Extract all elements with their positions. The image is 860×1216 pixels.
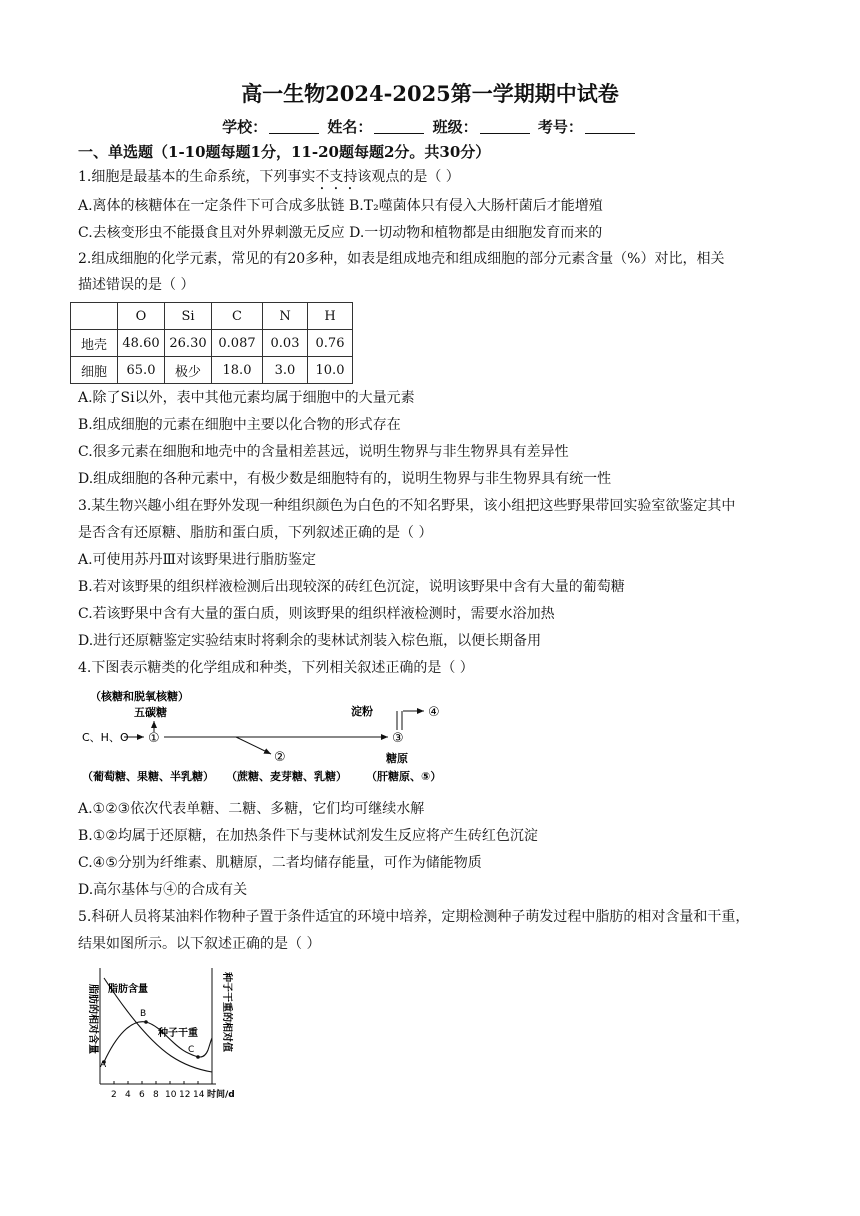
x-tick-label: 6 [139,1090,145,1100]
q2-option-c: C.很多元素在细胞和地壳中的含量相差甚远，说明生物界与非生物界具有差异性 [78,444,569,460]
diagram-origin: C、H、O [82,731,129,744]
label-c: C [188,1045,195,1055]
q2-option-a: A.除了Si以外，表中其他元素均属于细胞中的大量元素 [78,390,415,406]
node-4: ④ [428,705,440,720]
left-axis-title: 脂肪的相对含量 [87,984,98,1054]
x-tick-label: 4 [125,1090,131,1100]
q3-option-b: B.若对该野果的组织样液检测后出现较深的砖红色沉淀，说明该野果中含有大量的葡萄糖 [78,579,625,595]
diagram-label-monosaccharides: （葡萄糖、果糖、半乳糖） [82,770,214,783]
label-a: A [100,1060,107,1070]
table-cell: 细胞 [71,357,118,384]
q2-stem-line1: 2.组成细胞的化学元素，常见的有20多种，如表是组成地壳和组成细胞的部分元素含量（%）对比，相关 [78,251,725,267]
point-c [196,1055,200,1059]
table-cell: C [212,303,263,330]
q4-option-c: C.④⑤分别为纤维素、肌糖原，二者均储存能量，可作为储能物质 [78,855,482,871]
q4-option-d: D.高尔基体与④的合成有关 [78,882,248,898]
class-label: 班级： [432,118,478,136]
q1-stem-emph: 不支持 [315,169,358,185]
q3-stem-line2: 是否含有还原糖、脂肪和蛋白质，下列叙述正确的是（ ） [78,525,433,541]
table-cell: 极少 [165,357,212,384]
diagram-starch: 淀粉 [351,705,373,718]
q3-option-c: C.若该野果中含有大量的蛋白质，则该野果的组织样液检测时，需要水浴加热 [78,606,555,622]
name-label: 姓名： [327,118,373,136]
table-row [71,330,353,357]
x-tick-label: 10 [165,1090,177,1100]
table-row [71,357,353,384]
diagram-top-label: （核糖和脱氧核糖） [90,690,189,703]
x-tick-label: 2 [111,1090,117,1100]
q1-stem [78,168,460,193]
germination-graph [76,964,256,1104]
q5-stem-line1: 5.科研人员将某油料作物种子置于条件适宜的环境中培养，定期检测种子萌发过程中脂肪的相对含量和干重， [78,909,750,925]
name-blank[interactable] [374,119,424,134]
table-row [71,303,353,330]
table-cell: N [263,303,308,330]
sugar-diagram [76,688,456,788]
point-b [144,1020,148,1024]
table-cell: 地壳 [71,330,118,357]
table-cell: 0.087 [212,330,263,357]
diagram-label-disaccharides: （蔗糖、麦芽糖、乳糖） [226,770,347,783]
node-1: ① [148,731,160,746]
table-cell: O [118,303,165,330]
element-table [70,302,353,384]
page-title: 高一生物2024-2025第一学期期中试卷 [241,81,619,106]
right-axis-title: 种子干重的相对值 [221,972,232,1052]
node-3: ③ [392,731,404,746]
table-cell: 18.0 [212,357,263,384]
dry-weight-label: 种子干重 [158,1028,198,1039]
q5-stem-line2: 结果如图所示。以下叙述正确的是（ ） [78,936,321,952]
q3-stem-line1: 3.某生物兴趣小组在野外发现一种组织颜色为白色的不知名野果，该小组把这些野果带回实验室欲鉴定其中 [78,498,736,514]
table-cell: 0.03 [263,330,308,357]
table-cell: 48.60 [118,330,165,357]
q4-option-a: A.①②③依次代表单糖、二糖、多糖，它们均可继续水解 [78,801,425,817]
q1-options-row2: C.去核变形虫不能摄食且对外界刺激无反应 D.一切动物和植物都是由细胞发育而来的 [78,225,603,241]
table-cell: H [308,303,353,330]
diagram-pentose: 五碳糖 [134,706,167,719]
q1-options-row1: A.离体的核糖体在一定条件下可合成多肽链 B.T₂噬菌体只有侵入大肠杆菌后才能增殖 [78,198,603,214]
q1-stem-a: 1.细胞是最基本的生命系统，下列事实 [78,169,316,185]
x-tick-label: 12 [179,1090,191,1100]
diagram-label-polysaccharides: （肝糖原、⑤） [366,770,442,783]
q2-option-d: D.组成细胞的各种元素中，有极少数是细胞特有的，说明生物界与非生物界具有统一性 [78,471,612,487]
table-cell: 10.0 [308,357,353,384]
school-label: 学校： [222,118,268,136]
diagram-glycogen: 糖原 [386,752,408,765]
section-heading: 一、单选题（1-10题每题1分，11-20题每题2分。共30分） [78,143,491,161]
x-tick-label: 8 [153,1090,159,1100]
node-2: ② [274,750,286,765]
q3-option-a: A.可使用苏丹Ⅲ对该野果进行脂肪鉴定 [78,552,317,568]
q3-option-d: D.进行还原糖鉴定实验结束时将剩余的斐林试剂装入棕色瓶，以便长期备用 [78,633,542,649]
x-tick-label: 14 [193,1090,205,1100]
table-cell: 65.0 [118,357,165,384]
x-axis-unit: 时间/d [207,1090,235,1100]
table-cell: 3.0 [263,357,308,384]
q1-stem-b: 该观点的是（ ） [357,169,460,185]
exam-no-blank[interactable] [585,119,635,134]
table-cell: Si [165,303,212,330]
label-b: B [140,1009,147,1019]
q2-option-b: B.组成细胞的元素在细胞中主要以化合物的形式存在 [78,417,401,433]
q2-stem-line2: 描述错误的是（ ） [78,277,195,293]
class-blank[interactable] [480,119,530,134]
exam-no-label: 考号： [537,118,583,136]
school-blank[interactable] [269,119,319,134]
q4-option-b: B.①②均属于还原糖，在加热条件下与斐林试剂发生反应将产生砖红色沉淀 [78,828,538,844]
table-cell: 26.30 [165,330,212,357]
arrow-to-2 [236,737,271,754]
table-cell: 0.76 [308,330,353,357]
fat-label: 脂肪含量 [108,984,148,995]
q4-stem: 4.下图表示糖类的化学组成和种类，下列相关叙述正确的是（ ） [78,660,474,676]
student-info [0,116,860,137]
table-cell [71,303,118,330]
